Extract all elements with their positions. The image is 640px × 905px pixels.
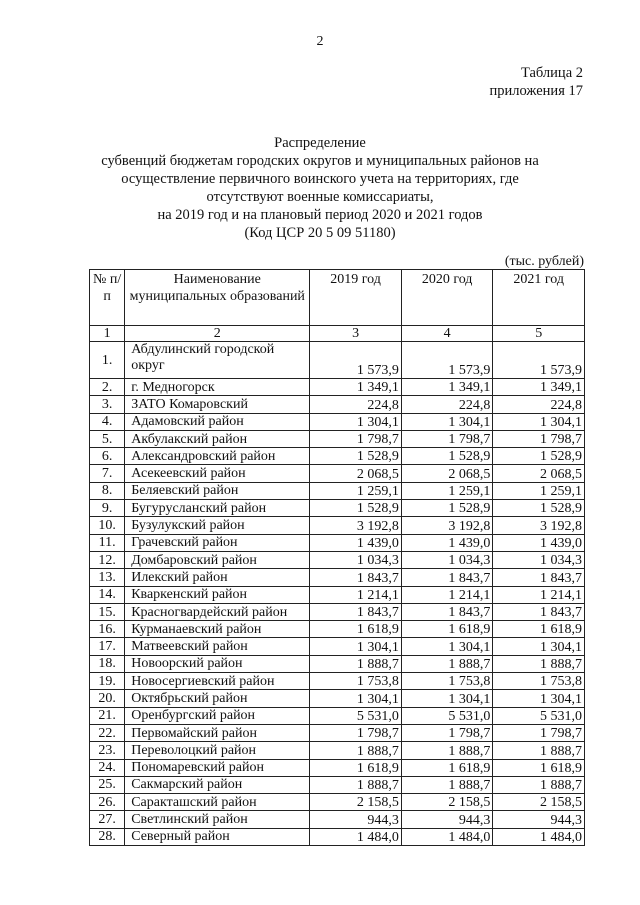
value-2021: 1 888,7 [493,742,585,759]
table-caption [490,64,583,100]
municipality-name: Новосергиевский район [125,673,310,690]
table-row [90,794,585,811]
row-number: 21. [90,707,125,724]
value-2019: 1 349,1 [310,379,402,396]
value-2020: 1 484,0 [401,828,493,845]
value-2019: 944,3 [310,811,402,828]
municipality-name: Кваркенский район [125,586,310,603]
municipality-name: Пономаревский район [125,759,310,776]
table-row [90,655,585,672]
value-2019: 1 214,1 [310,586,402,603]
title-line-4: отсутствуют военные комиссариаты, [206,189,434,205]
value-2020: 1 528,9 [401,448,493,465]
municipality-name: Матвеевский район [125,638,310,655]
municipality-name: Грачевский район [125,534,310,551]
table-row [90,379,585,396]
header-2020: 2020 год [401,270,493,326]
municipality-name: Акбулакский район [125,430,310,447]
value-2021: 1 304,1 [493,413,585,430]
value-2021: 1 888,7 [493,776,585,793]
municipality-name: Светлинский район [125,811,310,828]
value-2019: 1 798,7 [310,724,402,741]
value-2020: 1 753,8 [401,673,493,690]
municipality-name: Оренбургский район [125,707,310,724]
value-2021: 2 068,5 [493,465,585,482]
value-2021: 1 843,7 [493,569,585,586]
value-2021: 1 528,9 [493,500,585,517]
value-2021: 1 618,9 [493,621,585,638]
row-number: 5. [90,430,125,447]
table-row [90,828,585,845]
table-body [90,342,585,846]
municipality-name: Домбаровский район [125,551,310,568]
header-2019: 2019 год [310,270,402,326]
row-number: 27. [90,811,125,828]
row-number: 11. [90,534,125,551]
value-2019: 1 888,7 [310,742,402,759]
municipality-name: Илекский район [125,569,310,586]
value-2021: 224,8 [493,396,585,413]
row-number: 28. [90,828,125,845]
value-2019: 1 034,3 [310,551,402,568]
value-2020: 1 798,7 [401,724,493,741]
value-2020: 1 034,3 [401,551,493,568]
title-line-1: Распределение [274,135,366,151]
table-row [90,776,585,793]
value-2020: 1 888,7 [401,776,493,793]
title-line-5: на 2019 год и на плановый период 2020 и 2021 годов [157,207,483,223]
row-number: 2. [90,379,125,396]
value-2021: 1 439,0 [493,534,585,551]
value-2020: 5 531,0 [401,707,493,724]
value-2021: 1 349,1 [493,379,585,396]
value-2019: 1 888,7 [310,776,402,793]
row-number: 4. [90,413,125,430]
table-row [90,534,585,551]
row-number: 1. [90,342,125,379]
value-2020: 2 068,5 [401,465,493,482]
value-2020: 1 843,7 [401,569,493,586]
municipality-name: Абдулинский городской округ [125,342,310,379]
row-number: 25. [90,776,125,793]
row-number: 23. [90,742,125,759]
municipality-name: Бузулукский район [125,517,310,534]
caption-line-2: приложения 17 [489,83,583,99]
table-row [90,673,585,690]
column-number: 5 [493,326,585,342]
value-2019: 5 531,0 [310,707,402,724]
value-2019: 1 439,0 [310,534,402,551]
table-row [90,690,585,707]
municipality-name: Первомайский район [125,724,310,741]
value-2019: 1 798,7 [310,430,402,447]
column-number: 1 [90,326,125,342]
row-number: 6. [90,448,125,465]
value-2020: 1 843,7 [401,603,493,620]
header-2021: 2021 год [493,270,585,326]
value-2021: 1 888,7 [493,655,585,672]
table-row [90,724,585,741]
value-2019: 1 304,1 [310,413,402,430]
table-row [90,413,585,430]
header-num: № п/п [90,270,125,326]
municipality-name: Асекеевский район [125,465,310,482]
table-row [90,448,585,465]
value-2021: 1 573,9 [493,342,585,379]
value-2019: 1 573,9 [310,342,402,379]
municipality-name: Беляевский район [125,482,310,499]
caption-line-1: Таблица 2 [520,65,583,81]
value-2020: 1 888,7 [401,742,493,759]
title-line-3: осуществление первичного воинского учета на территориях, где [121,171,519,187]
municipality-name: ЗАТО Комаровский [125,396,310,413]
value-2019: 2 068,5 [310,465,402,482]
table-row [90,517,585,534]
value-2021: 1 798,7 [493,724,585,741]
value-2020: 1 618,9 [401,621,493,638]
value-2020: 1 439,0 [401,534,493,551]
value-2021: 1 798,7 [493,430,585,447]
row-number: 7. [90,465,125,482]
row-number: 16. [90,621,125,638]
value-2020: 1 618,9 [401,759,493,776]
value-2019: 1 304,1 [310,690,402,707]
municipality-name: Бугурусланский район [125,500,310,517]
value-2019: 224,8 [310,396,402,413]
table-row [90,603,585,620]
value-2019: 1 843,7 [310,603,402,620]
title-line-2: субвенций бюджетам городских округов и муниципальных районов на [101,153,539,169]
row-number: 24. [90,759,125,776]
row-number: 9. [90,500,125,517]
value-2021: 5 531,0 [493,707,585,724]
municipality-name: Северный район [125,828,310,845]
table-row [90,638,585,655]
row-number: 15. [90,603,125,620]
municipality-name: Курманаевский район [125,621,310,638]
value-2020: 1 798,7 [401,430,493,447]
value-2021: 1 484,0 [493,828,585,845]
municipality-name: Октябрьский район [125,690,310,707]
value-2021: 1 304,1 [493,690,585,707]
row-number: 26. [90,794,125,811]
value-2019: 1 843,7 [310,569,402,586]
units-label: (тыс. рублей) [504,254,584,269]
table-row [90,342,585,379]
municipality-name: Сакмарский район [125,776,310,793]
value-2019: 1 618,9 [310,621,402,638]
row-number: 17. [90,638,125,655]
value-2021: 1 259,1 [493,482,585,499]
row-number: 13. [90,569,125,586]
value-2019: 1 259,1 [310,482,402,499]
value-2021: 1 618,9 [493,759,585,776]
value-2021: 3 192,8 [493,517,585,534]
municipality-name: Саракташский район [125,794,310,811]
table-row [90,742,585,759]
value-2021: 1 304,1 [493,638,585,655]
value-2019: 1 484,0 [310,828,402,845]
value-2021: 1 843,7 [493,603,585,620]
column-number: 4 [401,326,493,342]
row-number: 20. [90,690,125,707]
value-2020: 944,3 [401,811,493,828]
row-number: 8. [90,482,125,499]
table-row [90,811,585,828]
municipality-name: Переволоцкий район [125,742,310,759]
header-name: Наименование муниципальных образований [125,270,310,326]
municipality-name: Красногвардейский район [125,603,310,620]
value-2020: 3 192,8 [401,517,493,534]
table-row [90,759,585,776]
row-number: 18. [90,655,125,672]
value-2019: 1 528,9 [310,500,402,517]
table-row [90,430,585,447]
table-row [90,569,585,586]
municipality-name: Адамовский район [125,413,310,430]
table-row [90,707,585,724]
value-2020: 1 573,9 [401,342,493,379]
value-2020: 1 304,1 [401,413,493,430]
row-number: 14. [90,586,125,603]
table-row [90,482,585,499]
value-2020: 2 158,5 [401,794,493,811]
value-2020: 1 349,1 [401,379,493,396]
table-row [90,551,585,568]
distribution-table [89,269,585,846]
table-header-row [90,270,585,326]
municipality-name: Александровский район [125,448,310,465]
row-number: 22. [90,724,125,741]
value-2020: 1 888,7 [401,655,493,672]
value-2021: 944,3 [493,811,585,828]
page-number: 2 [316,34,324,49]
column-number: 3 [310,326,402,342]
table-row [90,586,585,603]
column-number: 2 [125,326,310,342]
municipality-name: г. Медногорск [125,379,310,396]
row-number: 19. [90,673,125,690]
value-2021: 1 753,8 [493,673,585,690]
column-number-row [90,326,585,342]
value-2019: 1 753,8 [310,673,402,690]
municipality-name: Новоорский район [125,655,310,672]
value-2019: 1 528,9 [310,448,402,465]
value-2021: 1 528,9 [493,448,585,465]
value-2020: 1 259,1 [401,482,493,499]
value-2020: 1 214,1 [401,586,493,603]
value-2021: 1 034,3 [493,551,585,568]
value-2020: 1 304,1 [401,690,493,707]
value-2019: 1 618,9 [310,759,402,776]
table-row [90,465,585,482]
row-number: 3. [90,396,125,413]
value-2019: 1 304,1 [310,638,402,655]
row-number: 10. [90,517,125,534]
title-line-6: (Код ЦСР 20 5 09 51180) [244,225,396,241]
value-2021: 1 214,1 [493,586,585,603]
value-2021: 2 158,5 [493,794,585,811]
value-2019: 1 888,7 [310,655,402,672]
value-2019: 3 192,8 [310,517,402,534]
value-2020: 1 528,9 [401,500,493,517]
value-2019: 2 158,5 [310,794,402,811]
row-number: 12. [90,551,125,568]
table-row [90,500,585,517]
table-row [90,621,585,638]
value-2020: 224,8 [401,396,493,413]
table-row [90,396,585,413]
value-2020: 1 304,1 [401,638,493,655]
document-title [60,134,580,242]
